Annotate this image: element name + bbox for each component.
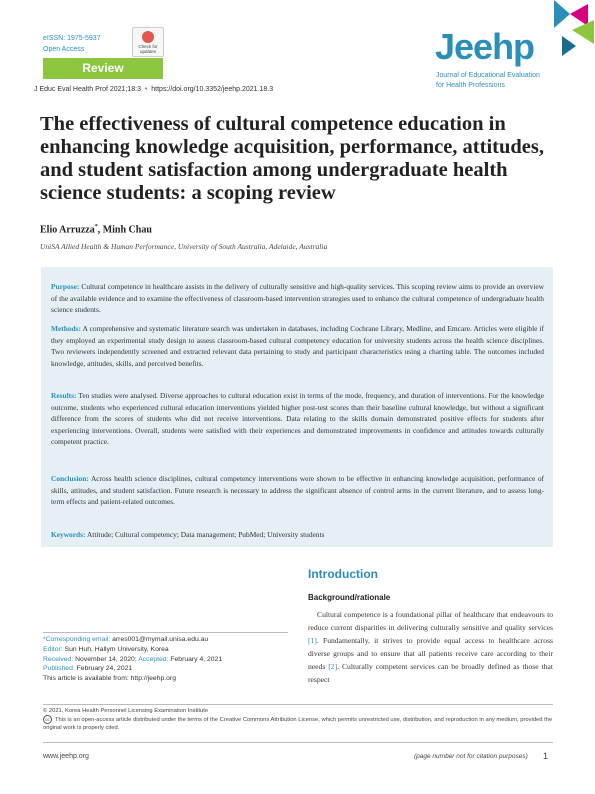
reference-link-1[interactable]: [1] [308,636,317,645]
received-label: Received: [43,655,74,663]
license-block [43,704,553,732]
editor-row [43,645,288,655]
background-subheading: Background/rationale [308,593,391,602]
accepted-value: February 4, 2021 [168,655,223,663]
received-value: November 14, 2020; [73,655,139,663]
copyright-line: © 2021, Korea Health Personnel Licensing Examination Institute [43,708,209,714]
corresponding-email-row [43,635,288,645]
eissn: eISSN: 1975-5937 [43,35,101,42]
abstract-results [51,390,544,448]
conclusion-label: Conclusion: [51,474,89,483]
abstract-keywords [51,529,544,541]
journal-corner-logo-icon [548,0,595,56]
intro-text-3: . Culturally competent services can be broadly defined as those that respect [308,662,553,684]
issn-block [43,33,101,55]
journal-name [436,71,540,91]
introduction-paragraph [308,608,553,686]
keywords-text: Attitude; Cultural competency; Data management; PubMed; University students [85,530,325,539]
reference-link-2[interactable]: [2] [328,662,338,671]
article-title: The effectiveness of cultural competence education in enhancing knowledge acquisition, performance, attitudes, and student satisfaction among undergraduate health science students: a scoping review [40,113,544,204]
accepted-label: Accepted: [138,655,169,663]
abstract-conclusion [51,473,544,508]
license-text: This is an open-access article distributed under the terms of the Creative Commons Attribution License, which permits unrestricted use, distribution, and reproduction in any medium, provided the original work is properly cited. [43,717,553,732]
page-number: 1 [543,751,549,761]
abstract-box [41,267,553,547]
crossmark-icon [142,31,154,43]
footer-url[interactable]: www.jeehp.org [43,753,89,760]
article-footnotes [43,632,288,684]
author-1: Elio Arruzza [40,224,95,236]
bullet-icon: • [142,86,150,93]
article-type-banner: Review [43,58,163,79]
creative-commons-icon: cc [43,715,52,724]
published-value: February 24, 2021 [74,665,133,673]
corresponding-email[interactable]: arres001@mymail.unisa.edu.au [110,636,209,643]
purpose-text: Cultural competence in healthcare assists in the delivery of culturally sensitive and high-quality services. This scoping review aims to provide an overview of the available evidence and to examine the effectiveness of classroom-based intervention strategies used to enhance the cultural competence of undergraduate health science students. [51,282,544,314]
dates-row [43,655,288,665]
results-text: Ten studies were analysed. Diverse approaches to cultural education exist in terms of the mode, frequency, and duration of interventions. For the knowledge outcome, students who experienced cultural education interventions yielded higher post-test scores than their baseline cultural knowledge, but without a significant difference from the scores of students who did not receive interventions. Data relating to the skills domain demonstrated positive effects for students after experiencing interventions. Overall, students were satisfied with their experiences and demonstrated improvements in confidence and attitudes towards culturally competent practice. [51,391,544,446]
intro-text-1: Cultural competence is a foundational pillar of healthcare that endeavours to reduce current disparities in delivering culturally sensitive and quality services [308,610,553,632]
doi-link[interactable]: https://doi.org/10.3352/jeehp.2021.18.3 [151,86,274,93]
keywords-label: Keywords: [51,530,86,539]
purpose-label: Purpose: [51,282,80,291]
methods-label: Methods: [51,324,81,333]
corresponding-mark: * [94,224,98,230]
open-access-label: Open Access [43,46,85,53]
footer-divider [43,742,553,743]
license-line [43,715,553,732]
journal-name-line-1: Journal of Educational Evaluation [436,72,540,79]
introduction-heading: Introduction [308,567,378,581]
editor-value: Sun Huh, Hallym University, Korea [62,645,169,653]
author-separator: , [97,224,103,236]
journal-logo: Jeehp [435,26,535,67]
published-row [43,664,288,674]
authors [40,224,152,235]
citation-line [34,86,273,93]
conclusion-text: Across health science disciplines, cultural competency interventions were shown to be effective in enhancing knowledge acquisition, performance of skills, attitudes, and student satisfaction. Future research is necessary to address the significant absence of control arms in the current literature, and to assess long-term effects and patient-related outcomes. [51,474,544,506]
abstract-methods [51,323,544,369]
availability-row: This article is available from: http://jeehp.org [43,675,176,683]
crossmark-label: Check for updates [138,44,158,54]
affiliation: UniSA Allied Health & Human Performance, University of South Australia, Adelaide, Australia [40,242,328,251]
author-2: Minh Chau [102,224,152,236]
journal-name-line-2: for Health Professions [436,82,505,89]
citation-text: J Educ Eval Health Prof 2021;18:3 [34,86,142,93]
crossmark-badge[interactable] [132,27,164,57]
footer-note: (page number not for citation purposes) [414,753,528,760]
abstract-purpose [51,281,544,316]
editor-label: Editor: [43,645,63,653]
intro-text-2: . Fundamentally, it strives to provide equal access to healthcare across diverse groups and to ensure that all patients receive care according to their needs [308,636,553,671]
results-label: Results: [51,391,77,400]
corresponding-label: *Corresponding email: [43,636,111,643]
methods-text: A comprehensive and systematic literature search was undertaken in databases, including Cochrane Library, Medline, and Emcare. Articles were eligible if they employed an experimental study design to assess classroom-based cultural competency education for university students across the health science disciplines. Two reviewers independently screened and extracted relevant data pertaining to study and participant characteristics using a charting table. The outcomes included knowledge, attitudes, skills, and perceived benefits. [51,324,544,368]
published-label: Published: [43,665,75,673]
